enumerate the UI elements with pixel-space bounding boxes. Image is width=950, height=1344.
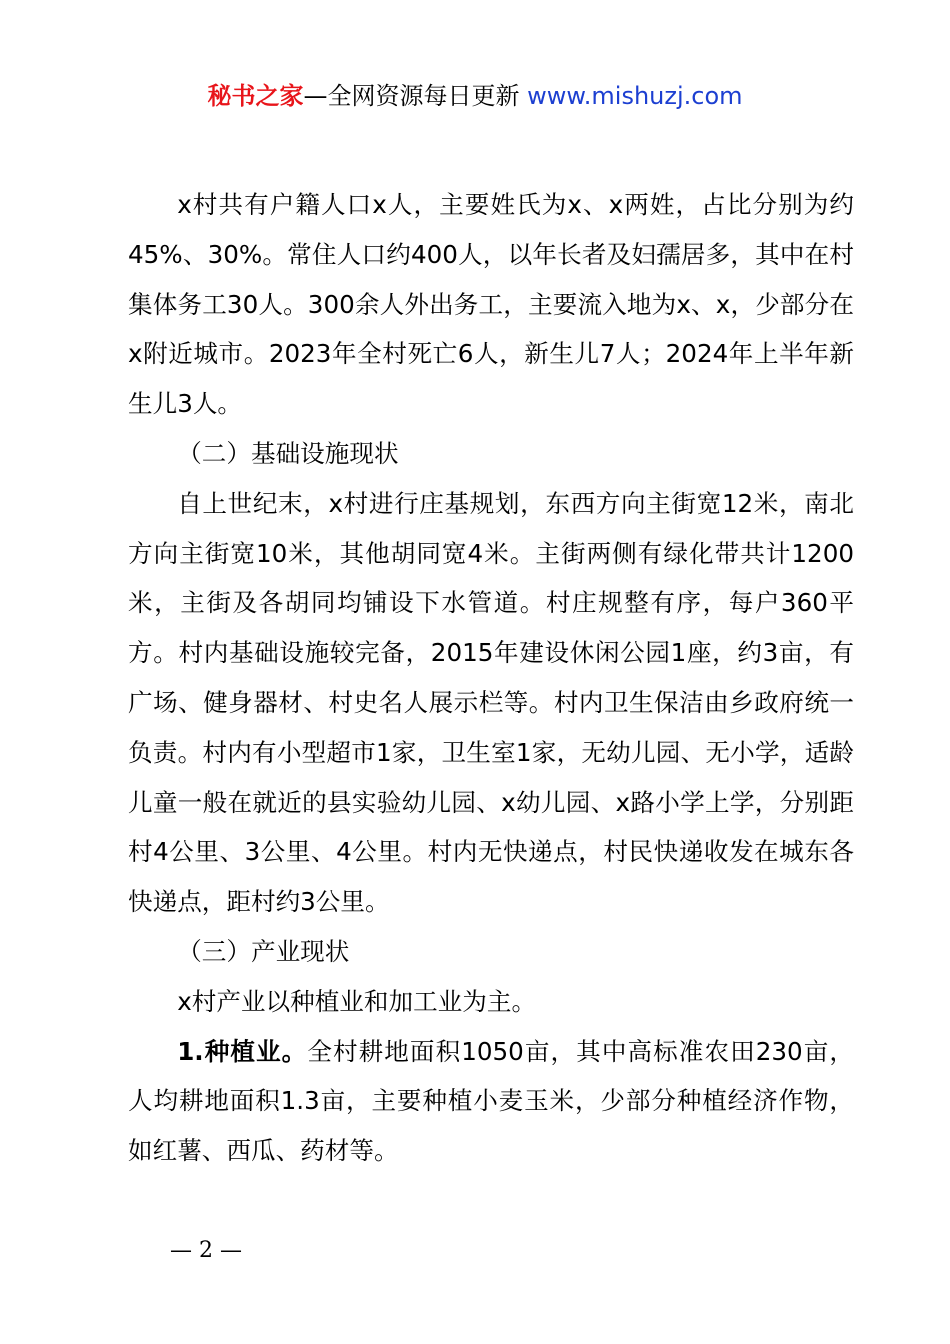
section-heading-infrastructure: （二）基础设施现状 (177, 438, 399, 468)
site-header (0, 78, 950, 114)
planting-text: 全村耕地面积1050亩，其中高标准农田230亩，人均耕地面积1.3亩，主要种植小麦玉米，少部分种植经济作物，如红薯、西瓜、药材等。 (128, 1036, 854, 1166)
document-body (128, 180, 854, 1176)
site-name: 秘书之家 (207, 82, 304, 110)
population-paragraph: x村共有户籍人口x人，主要姓氏为x、x两姓，占比分别为约45%、30%。常住人口约400人，以年长者及妇孺居多，其中在村集体务工30人。300余人外出务工，主要流入地为x、x，少部分在x附近城市。2023年全村死亡6人，新生儿7人；2024年上半年新生儿3人。 (128, 190, 854, 419)
planting-paragraph (128, 1027, 854, 1176)
page-number: — 2 — (170, 1238, 242, 1263)
industry-intro-paragraph: x村产业以种植业和加工业为主。 (177, 986, 537, 1016)
site-tagline: —全网资源每日更新 (303, 82, 520, 110)
section-heading-industry: （三）产业现状 (177, 936, 350, 966)
planting-lead: 1.种植业。 (177, 1036, 308, 1066)
infrastructure-paragraph: 自上世纪末，x村进行庄基规划，东西方向主街宽12米，南北方向主街宽10米，其他胡同宽4米。主街两侧有绿化带共计1200米，主街及各胡同均铺设下水管道。村庄规整有序，每户360平方。村内基础设施较完备，2015年建设休闲公园1座，约3亩，有广场、健身器材、村史名人展示栏等。村内卫生保洁由乡政府统一负责。村内有小型超市1家，卫生室1家，无幼儿园、无小学，适龄儿童一般在就近的县实验幼儿园、x幼儿园、x路小学上学，分别距村4公里、3公里、4公里。村内无快递点，村民快递收发在城东各快递点，距村约3公里。 (128, 488, 854, 917)
site-url[interactable]: www.mishuzj.com (527, 82, 743, 110)
